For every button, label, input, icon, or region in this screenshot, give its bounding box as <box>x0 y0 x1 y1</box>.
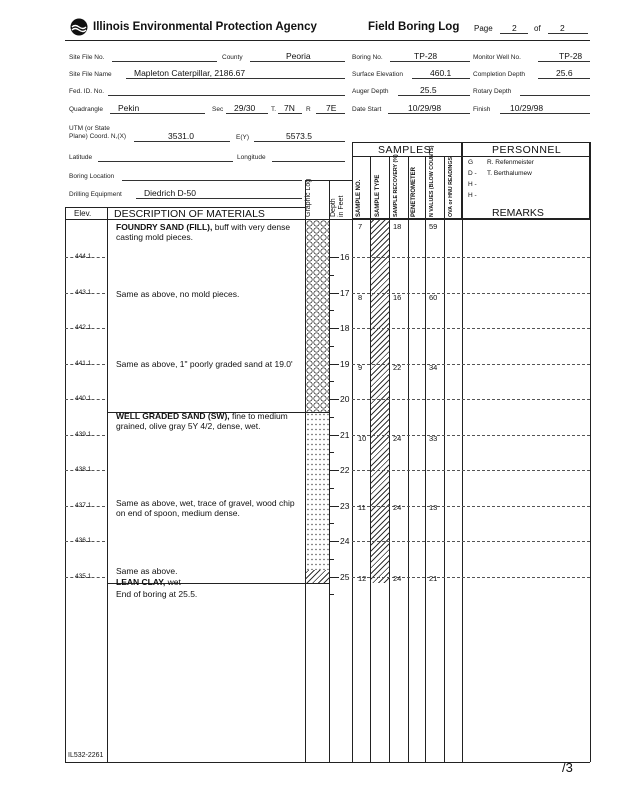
agency-name: Illinois Environmental Protection Agency <box>93 21 317 33</box>
completion-depth-value: 25.6 <box>556 68 573 78</box>
half-foot-tick <box>329 275 334 276</box>
sample-number: 10 <box>358 434 367 443</box>
description-bold: FOUNDRY SAND (FILL), <box>116 222 213 232</box>
site-file-no-label: Site File No. <box>69 54 105 61</box>
description-entry: FOUNDRY SAND (FILL), buff with very dense casting mold pieces. <box>116 222 291 242</box>
auger-depth-value: 25.5 <box>420 85 437 95</box>
depth-label: 22 <box>340 465 350 475</box>
site-file-name-label: Site File Name <box>69 71 112 78</box>
utm-label-1: UTM (or State <box>69 125 110 132</box>
sample-number: 12 <box>358 574 367 583</box>
of-label: of <box>534 24 541 33</box>
half-foot-tick <box>329 452 334 453</box>
fed-id-label: Fed. ID. No. <box>69 88 105 95</box>
county-label: County <box>222 54 243 61</box>
sample-column-heading: SAMPLE TYPE <box>375 174 381 217</box>
samples-heading: SAMPLES <box>378 144 432 156</box>
sample-n-value: 34 <box>429 363 438 372</box>
description-entry: End of boring at 25.5. <box>116 589 198 599</box>
personnel-name: T. Berthalumew <box>487 170 532 177</box>
surface-elevation-value: 460.1 <box>430 68 452 78</box>
elevation-label: 440.1 <box>75 395 92 402</box>
sec-value: 29/30 <box>234 103 256 113</box>
elevation-label: 443.1 <box>75 288 92 296</box>
sample-recovery: 24 <box>393 434 402 443</box>
sample-number: 8 <box>358 293 363 302</box>
elevation-label: 435.1 <box>75 572 92 580</box>
description-entry: LEAN CLAY, wet <box>116 577 181 587</box>
depth-tick <box>329 435 339 436</box>
township-label: T. <box>271 106 277 113</box>
half-foot-tick <box>329 310 334 311</box>
elevation-label: 437.1 <box>75 501 92 509</box>
range-label: R <box>306 106 311 113</box>
row-separator <box>352 435 590 436</box>
date-start-label: Date Start <box>352 106 382 113</box>
remarks-heading: REMARKS <box>492 207 544 219</box>
elevation-label: 441.1 <box>75 359 92 367</box>
finish-value: 10/29/98 <box>510 103 544 113</box>
sample-n-value: 21 <box>429 574 438 583</box>
elevation-label: 436.1 <box>75 537 92 544</box>
half-foot-tick <box>329 594 334 595</box>
personnel-role: G <box>468 159 474 166</box>
sample-number: 9 <box>358 363 363 372</box>
agency-logo <box>70 18 88 36</box>
boring-no-value: TP-28 <box>414 51 438 61</box>
sample-n-value: 33 <box>429 434 438 443</box>
half-foot-tick <box>329 346 334 347</box>
personnel-role: D - <box>468 170 477 177</box>
sample-column-heading: SAMPLE NO. <box>356 179 362 217</box>
sample-n-value: 60 <box>429 293 438 302</box>
elevation-label: 439.1 <box>75 430 92 438</box>
description-heading: DESCRIPTION OF MATERIALS <box>114 208 265 220</box>
date-start-value: 10/29/98 <box>408 103 442 113</box>
description-entry: Same as above, no mold pieces. <box>116 289 240 299</box>
depth-tick <box>329 541 339 542</box>
depth-heading-1: Depth <box>330 198 337 217</box>
depth-tick <box>329 577 339 578</box>
sample-n-value: 59 <box>429 222 438 231</box>
graphic-log-fill-lean-clay <box>306 570 329 583</box>
elevation-label: 438.1 <box>75 466 92 473</box>
personnel-name: R. Refenmeister <box>487 159 534 166</box>
depth-heading-2: in Feet <box>338 195 345 217</box>
description-bold: LEAN CLAY, <box>116 577 166 587</box>
row-separator <box>352 541 590 542</box>
boring-no-label: Boring No. <box>352 54 383 61</box>
sample-recovery: 22 <box>393 363 402 372</box>
auger-depth-label: Auger Depth <box>352 88 389 95</box>
depth-tick <box>329 364 339 365</box>
drilling-equipment-label: Drilling Equipment <box>69 191 122 198</box>
depth-label: 23 <box>340 500 350 511</box>
row-separator <box>352 577 590 578</box>
row-separator <box>352 399 590 400</box>
sample-column-heading: OVA or HNU READINGS <box>448 156 454 217</box>
depth-tick <box>329 257 339 258</box>
sample-recovery: 18 <box>393 222 402 231</box>
sample-number: 7 <box>358 222 363 231</box>
longitude-label: Longitude <box>237 154 266 161</box>
depth-label: 25 <box>340 571 350 582</box>
depth-label: 24 <box>340 536 350 546</box>
rotary-depth-label: Rotary Depth <box>473 88 512 95</box>
range-value: 7E <box>326 103 337 113</box>
row-separator <box>352 470 590 471</box>
boring-location-label: Boring Location <box>69 173 115 180</box>
depth-label: 20 <box>340 394 350 404</box>
site-file-name-value: Mapleton Caterpillar, 2186.67 <box>134 68 246 78</box>
sample-column-heading: SAMPLE RECOVERY (%) <box>393 154 399 217</box>
description-entry: WELL GRADED SAND (SW), fine to medium grained, olive gray 5Y 4/2, dense, wet. <box>116 411 288 431</box>
row-separator <box>352 506 590 507</box>
quadrangle-value: Pekin <box>118 103 140 113</box>
monitor-well-value: TP-28 <box>559 51 583 61</box>
utm-label-2: Plane) Coord. N,(X) <box>69 133 127 140</box>
depth-tick <box>329 506 339 507</box>
elevation-label: 444.1 <box>75 253 92 260</box>
elev-heading: Elev. <box>74 209 92 218</box>
description-entry: Same as above. <box>116 566 178 576</box>
depth-tick <box>329 293 339 294</box>
row-separator <box>352 257 590 258</box>
half-foot-tick <box>329 559 334 560</box>
page-total: 2 <box>560 23 565 33</box>
description-bold: WELL GRADED SAND (SW), <box>116 411 230 421</box>
sample-type-fill <box>371 220 389 583</box>
personnel-heading: PERSONNEL <box>492 144 562 156</box>
sample-recovery: 24 <box>393 503 402 512</box>
page-label: Page <box>474 24 493 33</box>
depth-tick <box>329 399 339 400</box>
half-foot-tick <box>329 417 334 418</box>
depth-tick <box>329 328 339 329</box>
form-code: IL532-2261 <box>68 752 104 759</box>
half-foot-tick <box>329 488 334 489</box>
description-entry: Same as above, wet, trace of gravel, wood chip on end of spoon, medium dense. <box>116 498 295 518</box>
description-entry: Same as above, 1" poorly graded sand at 19.0' <box>116 359 293 369</box>
depth-label: 17 <box>340 287 350 298</box>
utm-e-label: E(Y) <box>236 134 249 141</box>
depth-label: 18 <box>340 323 350 333</box>
sample-column-heading: PENETROMETER <box>411 166 417 217</box>
graphic-log-fill-well-graded-sand <box>306 412 329 570</box>
monitor-well-label: Monitor Well No. <box>473 54 521 61</box>
sample-recovery: 24 <box>393 574 402 583</box>
township-value: 7N <box>284 103 295 113</box>
depth-label: 21 <box>340 429 350 440</box>
depth-label: 19 <box>340 358 350 369</box>
sample-number: 11 <box>358 503 366 512</box>
surface-elevation-label: Surface Elevation <box>352 71 403 78</box>
row-separator <box>352 328 590 329</box>
finish-label: Finish <box>473 106 491 113</box>
sample-recovery: 16 <box>393 293 402 302</box>
latitude-label: Latitude <box>69 154 93 161</box>
utm-e-value: 5573.5 <box>286 131 312 141</box>
form-title: Field Boring Log <box>368 21 460 33</box>
graphic-log-heading: Graphic Log <box>305 178 312 217</box>
elevation-label: 442.1 <box>75 324 92 331</box>
depth-tick <box>329 470 339 471</box>
drilling-equipment-value: Diedrich D-50 <box>144 188 196 198</box>
sample-n-value: 13 <box>429 503 438 512</box>
personnel-role: H - <box>468 181 477 188</box>
quadrangle-label: Quadrangle <box>69 106 103 113</box>
sec-label: Sec <box>212 106 224 113</box>
page-number: 2 <box>512 23 517 33</box>
page-mark: /3 <box>562 760 573 775</box>
graphic-log-fill-foundry-sand <box>306 220 329 412</box>
utm-n-value: 3531.0 <box>168 131 194 141</box>
half-foot-tick <box>329 381 334 382</box>
half-foot-tick <box>329 523 334 524</box>
personnel-role: H - <box>468 192 477 199</box>
row-separator <box>352 364 590 365</box>
completion-depth-label: Completion Depth <box>473 71 526 78</box>
sample-column-heading: N VALUES (BLOW COUNTS) <box>429 145 435 217</box>
county-value: Peoria <box>286 51 311 61</box>
depth-label: 16 <box>340 252 350 262</box>
row-separator <box>352 293 590 294</box>
